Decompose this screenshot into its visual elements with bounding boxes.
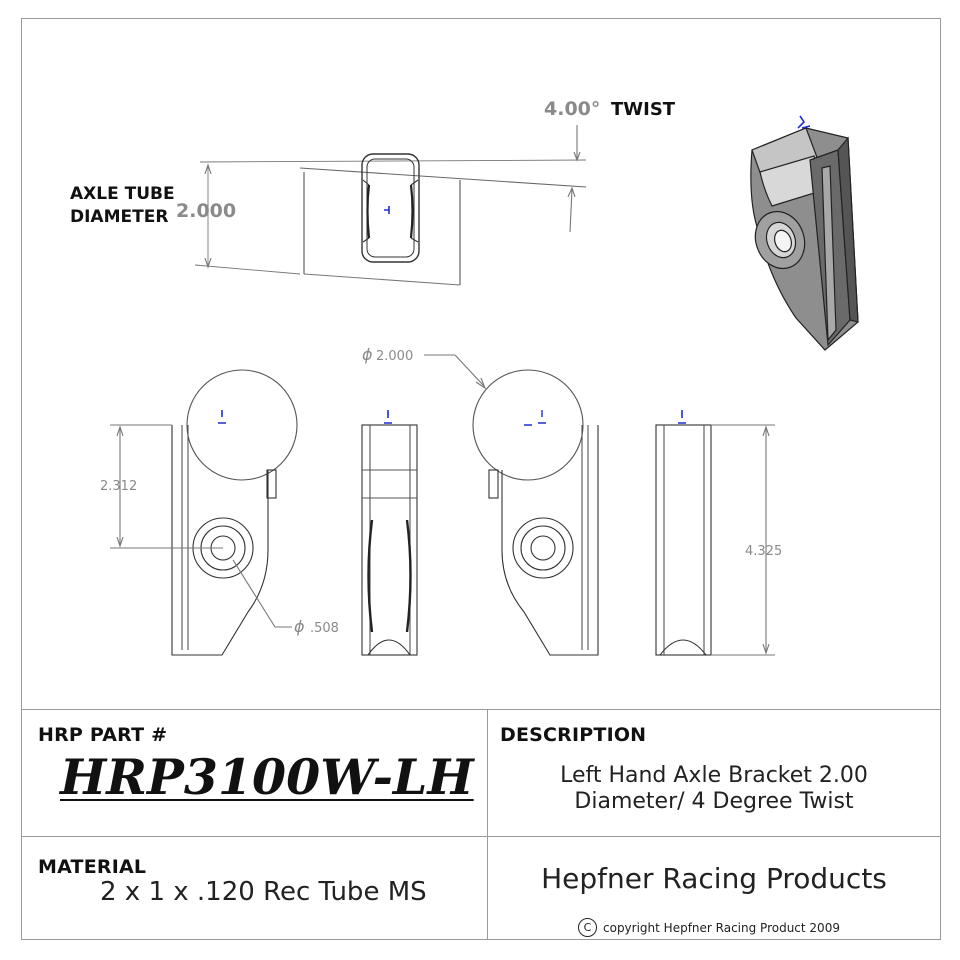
- front-view-left: [100, 370, 339, 655]
- dia-callout: 2.000: [376, 349, 414, 364]
- copyright-icon: C: [578, 918, 597, 937]
- dim-4325: 4.325: [745, 544, 783, 559]
- material-label: MATERIAL: [38, 856, 147, 878]
- dim-2312: 2.312: [100, 479, 138, 494]
- hole-dia-symbol: ϕ: [294, 617, 305, 636]
- axle-dim: 2.000: [176, 200, 237, 222]
- axle-tube-label-2: DIAMETER: [70, 207, 169, 227]
- part-label: HRP PART #: [38, 724, 168, 746]
- copyright-line: [578, 918, 840, 937]
- company-name: Hepfner Racing Products: [541, 862, 887, 895]
- axle-tube-label-1: AXLE TUBE: [70, 184, 175, 204]
- front-view-right: [362, 345, 598, 655]
- top-view-twist: [70, 98, 676, 285]
- description-label: DESCRIPTION: [500, 724, 647, 746]
- hole-callout: .508: [310, 621, 339, 636]
- side-view-left: [362, 410, 417, 655]
- twist-label: TWIST: [611, 99, 676, 120]
- side-view-right: [656, 410, 782, 655]
- isometric-view: [748, 116, 858, 350]
- twist-dim: 4.00°: [544, 98, 601, 120]
- material-value: 2 x 1 x .120 Rec Tube MS: [100, 877, 427, 907]
- dia-callout-symbol: ϕ: [362, 345, 373, 364]
- part-number: HRP3100W-LH: [60, 748, 474, 806]
- copyright-text: copyright Hepfner Racing Product 2009: [603, 920, 840, 935]
- description-line-2: Diameter/ 4 Degree Twist: [574, 789, 854, 814]
- description-line-1: Left Hand Axle Bracket 2.00: [560, 763, 868, 788]
